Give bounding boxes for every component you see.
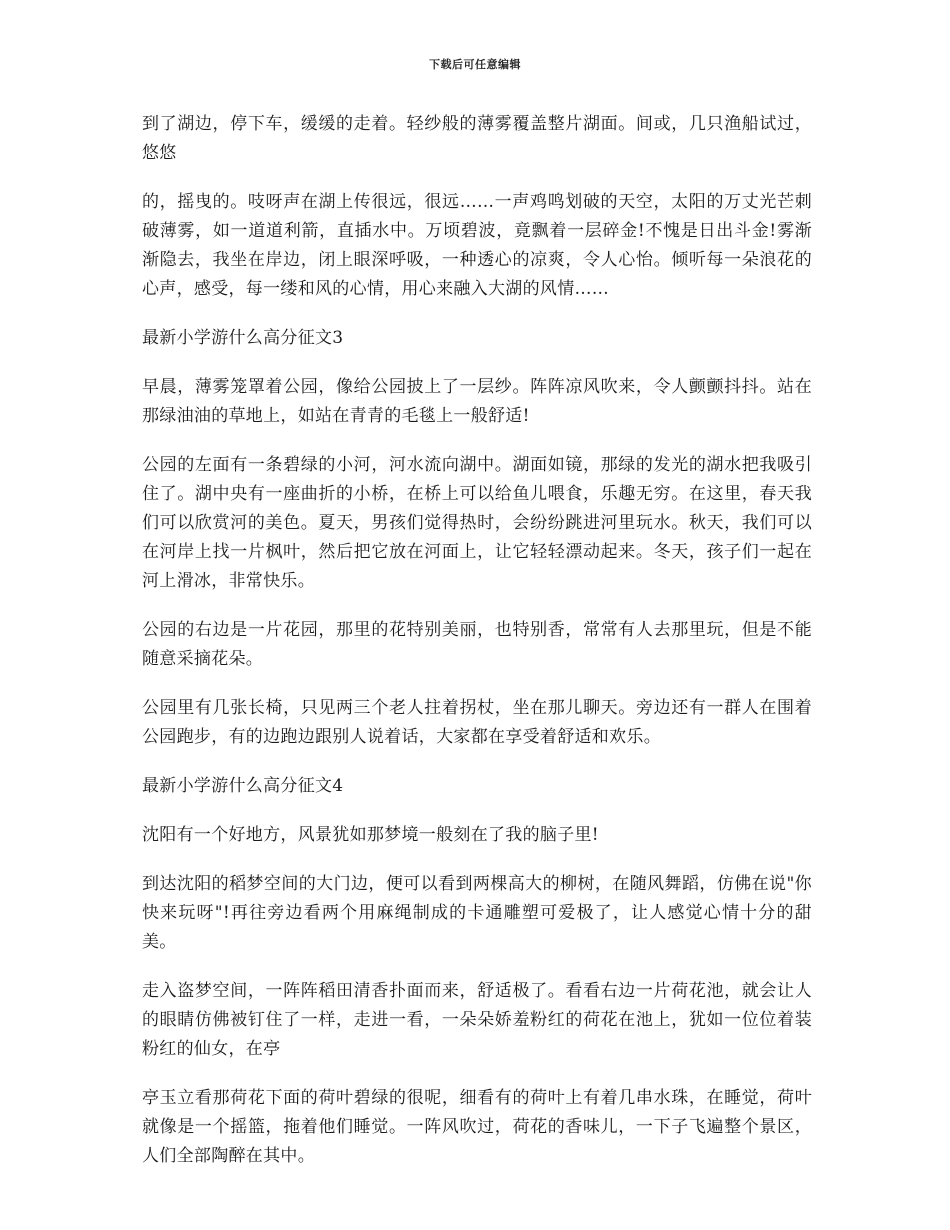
document-body [142,110,812,1191]
paragraph-6: 公园里有几张长椅，只见两三个老人拄着拐杖，坐在那儿聊天。旁边还有一群人在围着公园跑步，有的边跑边跟别人说着话，大家都在享受着舒适和欢乐。 [142,698,812,747]
paragraph-1: 到了湖边，停下车，缓缓的走着。轻纱般的薄雾覆盖整片湖面。间或，几只渔船试过，悠悠 [142,114,812,163]
paragraph-7: 沈阳有一个好地方，风景犹如那梦境一般刻在了我的脑子里! [142,825,599,845]
paragraph-5: 公园的右边是一片花园，那里的花特别美丽，也特别香，常常有人去那里玩，但是不能随意采摘花朵。 [142,620,812,669]
paragraph-10: 亭玉立看那荷花下面的荷叶碧绿的很呢，细看有的荷叶上有着几串水珠，在睡觉，荷叶就像是一个摇篮，拖着他们睡觉。一阵风吹过，荷花的香味儿，一下子飞遍整个景区，人们全部陶醉在其中。 [142,1088,812,1166]
paragraph-3: 早晨，薄雾笼罩着公园，像给公园披上了一层纱。阵阵凉风吹来，令人颤颤抖抖。站在那绿油油的草地上，如站在青青的毛毯上一般舒适! [142,377,812,426]
paragraph-2: 的，摇曳的。吱呀声在湖上传很远，很远……一声鸡鸣划破的天空，太阳的万丈光芒刺破薄雾，如一道道利箭，直插水中。万顷碧波，竟飘着一层碎金!不愧是日出斗金!雾渐渐隐去，我坐在岸边，闭上眼深呼吸，一种透心的凉爽，令人心怡。倾听每一朵浪花的心声，感受，每一缕和风的心情，用心来融入大湖的风情…… [142,192,812,299]
section-heading-3: 最新小学游什么高分征文3 [142,328,344,348]
section-heading-4: 最新小学游什么高分征文4 [142,776,344,796]
paragraph-9: 走入盗梦空间，一阵阵稻田清香扑面而来，舒适极了。看看右边一片荷花池，就会让人的眼睛仿佛被钉住了一样，走进一看，一朵朵娇羞粉红的荷花在池上，犹如一位位着装粉红的仙女，在亭 [142,981,812,1059]
paragraph-4: 公园的左面有一条碧绿的小河，河水流向湖中。湖面如镜，那绿的发光的湖水把我吸引住了。湖中央有一座曲折的小桥，在桥上可以给鱼儿喂食，乐趣无穷。在这里，春天我们可以欣赏河的美色。夏天，男孩们觉得热时，会纷纷跳进河里玩水。秋天，我们可以在河岸上找一片枫叶，然后把它放在河面上，让它轻轻漂动起来。冬天，孩子们一起在河上滑冰，非常快乐。 [142,455,812,591]
paragraph-8: 到达沈阳的稻梦空间的大门边，便可以看到两棵高大的柳树，在随风舞蹈，仿佛在说"你快来玩呀"!再往旁边看两个用麻绳制成的卡通雕塑可爱极了，让人感觉心情十分的甜美。 [142,874,812,952]
page-header-note: 下载后可任意编辑 [429,58,521,71]
